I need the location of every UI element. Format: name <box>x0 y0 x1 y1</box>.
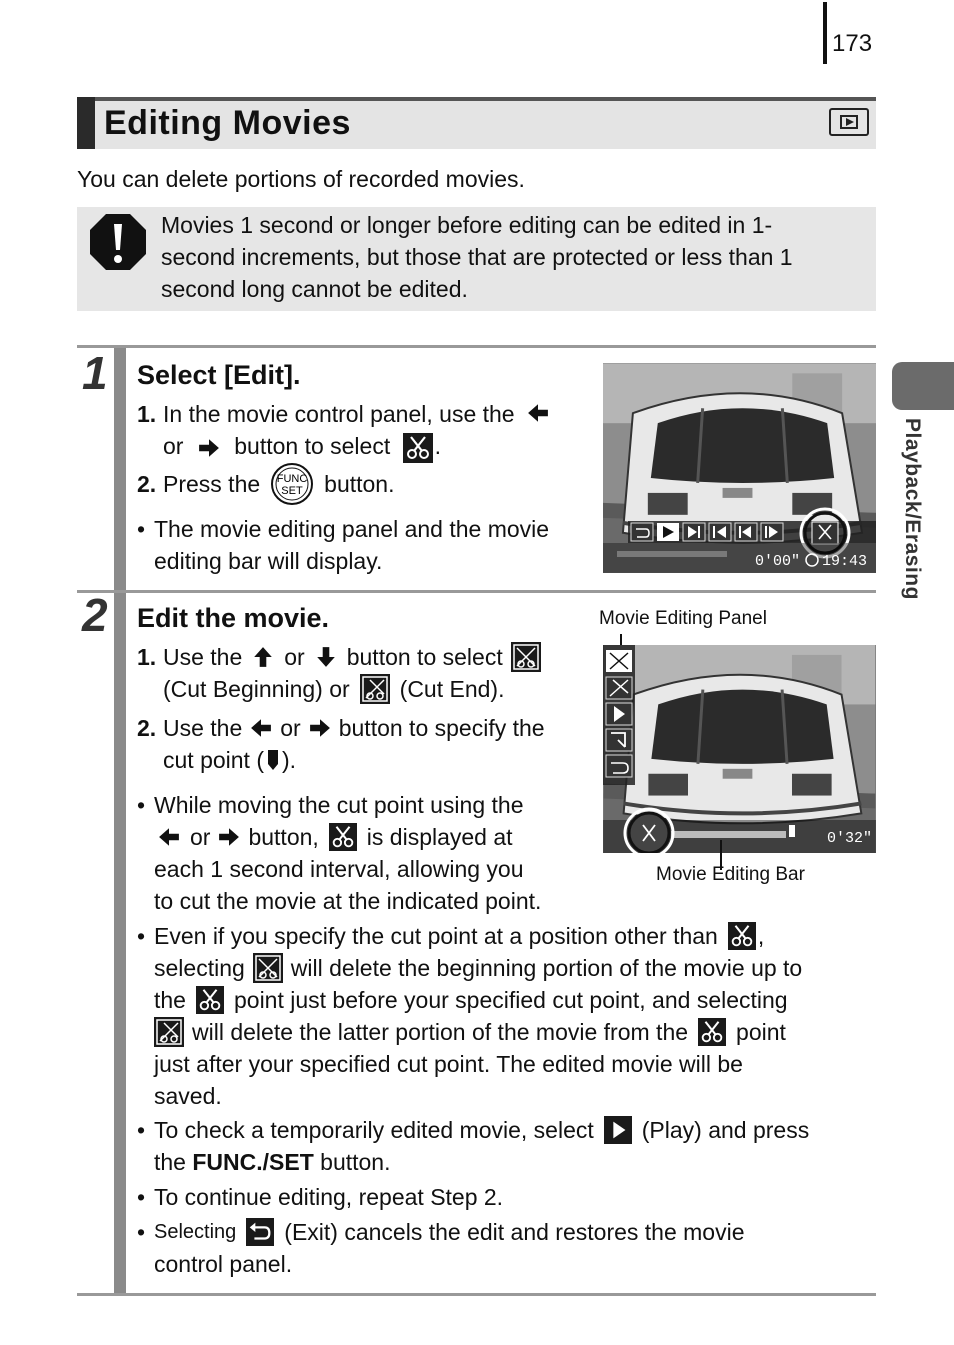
arrow-left-icon <box>158 826 180 848</box>
scissors-icon <box>698 1018 726 1046</box>
camera-screen-editing-panel <box>603 645 876 853</box>
scissors-icon <box>196 986 224 1014</box>
func-set-button-icon <box>270 462 314 506</box>
step2-number: 2 <box>82 589 108 641</box>
scissors-icon <box>329 823 357 851</box>
caution-icon <box>90 214 146 270</box>
caution-line: second increments, but those that are protected or less than 1 <box>161 244 793 270</box>
step2-rule <box>77 590 876 593</box>
step1-number: 1 <box>82 347 108 399</box>
step2-bar <box>114 593 126 1293</box>
step2-bullet2: • Even if you specify the cut point at a position other than , selecting will delete the beginning portion of the movie up to the point just before your specified cut point, and selecting will delete the latter portion of the movie from the point just after your specified cut point. The edited movie will be saved. <box>137 923 803 1109</box>
screen-time-left: 0'00" <box>755 553 801 570</box>
camera-screen-control-panel <box>603 363 876 573</box>
caution-line: Movies 1 second or longer before editing can be edited in 1- <box>161 212 773 238</box>
page-title: Editing Movies <box>104 104 351 142</box>
caption-movie-editing-panel: Movie Editing Panel <box>599 608 767 629</box>
step1-rule <box>77 345 876 348</box>
step2-bullet5: • Selecting (Exit) cancels the edit and restores the movie control panel. <box>137 1219 745 1277</box>
step2-bullet4: • To continue editing, repeat Step 2. <box>137 1184 504 1210</box>
step2-bullet3: • To check a temporarily edited movie, select (Play) and press the FUNC./SET button. <box>137 1117 810 1175</box>
chapter-tab <box>892 362 954 410</box>
exit-icon <box>246 1218 274 1246</box>
page-number: 173 <box>832 30 873 57</box>
cut-beginning-icon <box>511 642 541 672</box>
cut-beginning-icon <box>253 953 283 983</box>
caution-text <box>161 209 867 305</box>
cut-point-icon <box>266 748 280 772</box>
step1-bar <box>114 348 126 590</box>
arrow-right-icon <box>309 717 331 739</box>
svg-text:SET: SET <box>281 485 303 497</box>
caption-movie-editing-bar: Movie Editing Bar <box>656 864 805 885</box>
title-accent <box>77 97 95 149</box>
step2-bullet1: • While moving the cut point using the or button, is displayed at each 1 second interval, allowing you to cut the movie at the indicated point. <box>137 792 542 914</box>
bottom-rule <box>77 1293 876 1296</box>
arrow-left-icon <box>250 717 272 739</box>
cut-end-icon <box>154 1017 184 1047</box>
step2-item2: 2. Use the or button to specify the cut point ( ). <box>137 715 545 773</box>
scissors-icon <box>728 922 756 950</box>
arrow-down-icon <box>315 646 337 668</box>
intro-text: You can delete portions of recorded movies. <box>77 166 525 192</box>
step1-bullet: • The movie editing panel and the movie editing bar will display. <box>137 516 550 574</box>
step1-heading: Select [Edit]. <box>137 360 301 390</box>
caution-line: second long cannot be edited. <box>161 276 468 302</box>
step2-heading: Edit the movie. <box>137 603 330 633</box>
svg-text:FUNC: FUNC <box>276 473 308 485</box>
play-icon <box>604 1116 632 1144</box>
arrow-right-icon <box>198 437 220 459</box>
step1-item2: 2. Press the FUNC SET button. <box>137 462 597 506</box>
arrow-up-icon <box>252 646 274 668</box>
cut-end-icon <box>360 674 390 704</box>
step1-item1: 1. In the movie control panel, use the or button to select . <box>137 398 597 463</box>
screen-time: 0'32" <box>827 830 873 847</box>
playback-mode-icon <box>829 108 869 136</box>
screen-time-right: 19:43 <box>822 553 868 570</box>
step2-item1: 1. Use the or button to select (Cut Beginning) or (Cut End). <box>137 641 587 705</box>
arrow-right-icon <box>218 826 240 848</box>
chapter-label: Playback/Erasing <box>901 418 924 600</box>
scissors-icon <box>403 433 433 463</box>
arrow-left-icon <box>527 402 549 424</box>
page-number-rule <box>823 2 827 64</box>
